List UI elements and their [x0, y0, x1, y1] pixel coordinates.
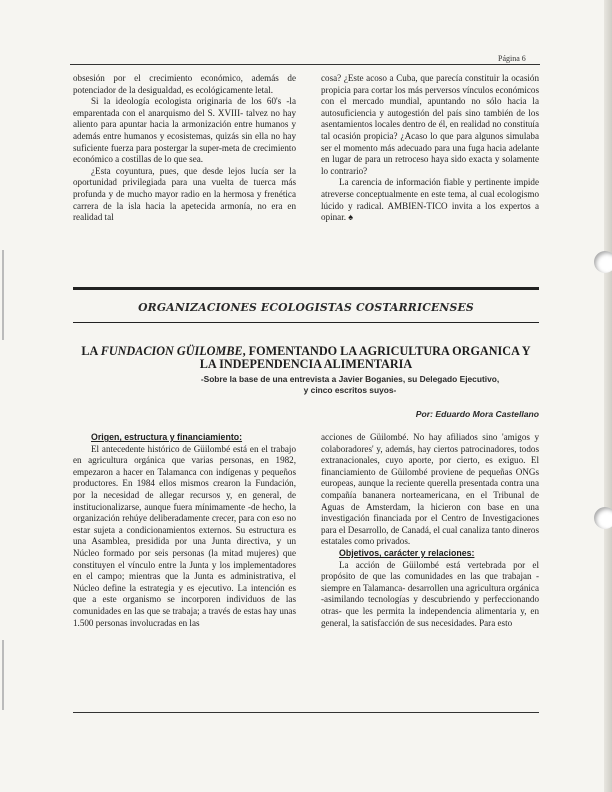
section-rule-top [73, 287, 539, 290]
bottom-right-column [321, 432, 539, 629]
article-title-prefix: LA [81, 344, 101, 358]
paragraph: obsesión por el crecimiento económico, además de potenciador de la desigualdad, es ecológicamente letal. [73, 73, 296, 95]
punch-hole [594, 507, 612, 529]
top-right-column [321, 73, 539, 224]
article-subtitle: -Sobre la base de una entrevista a Javier Boganies, su Delegado Ejecutivo, y cinco escritos suyos- [200, 374, 500, 395]
subsection-heading: Objetivos, carácter y relaciones: [339, 547, 475, 558]
article-byline: Por: Eduardo Mora Castellano [415, 409, 539, 419]
paragraph: El antecedente histórico de Güilombé está en el trabajo en agricultura orgánica que varias personas, en 1982, empezaron a hacer en Talamanca con indígenas y pequeños productores. En 1984 ellos mismos crearon la Fundación, por la necesidad de allegar recursos y, en general, de institucionalizarse, aunque fuera mínimamente -de hecho, la organización rehúye deliberadamente crecer, para con eso no estar sujeta a condicionamientos externos. Su estructura es una Asamblea, presidida por una Junta directiva, y un Núcleo formado por seis personas (la mitad mujeres) que constituyen el vínculo entre la Junta y los implementadores en el campo; mientras que la Junta es administrativa, el Núcleo define la estrategia y es ejecutivo. La intención es que a este organismo se incorporen individuos de las comunidades en las que se trabaja; a través de estas hay unas 1.500 personas involucradas en las [73, 443, 296, 628]
page-number: Página 6 [498, 54, 526, 63]
article-title-italic: FUNDACION GÜILOMBE [100, 344, 243, 358]
footer-rule [73, 712, 539, 713]
paragraph: Si la ideología ecologista originaria de los 60's -la emparentada con el anarquismo del S. XVIII- talvez no hay aliento para apuntar hacia la armonización entre humanos y además entre humanos y ecosistemas, quizás sin ella no hay suficiente fuerza para postergar la super-meta de crecimiento económico a costillas de lo que sea. [73, 96, 296, 165]
scan-mark [2, 640, 4, 710]
section-title: ORGANIZACIONES ECOLOGISTAS COSTARRICENSES [138, 301, 474, 314]
page-edge-shadow [604, 0, 612, 792]
scan-mark [2, 250, 4, 340]
paragraph: La carencia de información fiable y pertinente impide atreverse conceptualmente en este tema, al cual ecologismo lúcido y radical. AMBIEN-TICO invita a los expertos a opinar. ♠ [321, 177, 539, 223]
paragraph: La acción de Güilombé está vertebrada por el propósito de que las comunidades en las que trabajan -siempre en Talamanca- desarrollen una agricultura orgánica -asimilando tecnologías y descubriendo y perfeccionando otras- que les permita la independencia alimentaria y, en general, la satisfacción de sus necesidades. Para esto [321, 559, 539, 628]
section-rule-bottom [73, 322, 539, 323]
article-title [73, 345, 539, 371]
paragraph: cosa? ¿Este acoso a Cuba, que parecía constituir la ocasión propicia para cortar los más perversos vínculos económicos con el mercado mundial, apuntando no sólo hacia la autosuficiencia y autogestión del país sino también de los asentamientos locales dentro de él, en realidad no constituía tal ocasión propicia? ¿Acaso lo que para algunos simulaba ser el momento más adecuado para una fuga hacia adelante en lugar de para un retroceso haya sido exacta y solamente lo contrario? [321, 73, 539, 176]
bottom-left-column [73, 432, 296, 629]
top-left-column [73, 73, 296, 224]
subsection-heading: Origen, estructura y financiamiento: [91, 432, 243, 442]
paragraph: ¿Esta coyuntura, pues, que desde lejos lucía ser la oportunidad privilegiada para una vuelta de tuerca más profunda y de mucho mayor radio en la hermosa y frenética carrera de la isla hacia la apetecida armonía, no era en realidad tal [73, 165, 296, 223]
article-title-rest: , FOMENTANDO LA AGRICULTURA ORGANICA Y LA INDEPENDENCIA ALIMENTARIA [199, 344, 531, 371]
header-rule [70, 64, 540, 65]
punch-hole [594, 251, 612, 273]
paragraph: acciones de Güilombé. No hay afiliados sino 'amigos y colaboradores' y, además, hay ciertos patrocinadores, todos extranacionales, cuyo aporte, por cierto, es exiguo. El financiamiento de Güilombé proviene de pequeñas ONGs europeas, aunque la reciente querella presentada contra una compañía bananera norteamericana, en el Tribunal de Aguas de Amsterdam, la hicieron con base en una investigación financiada por el Centro de Investigaciones para el Desarrollo, de Canadá, el cual canaliza tanto dineros estatales como privados. [321, 432, 539, 547]
